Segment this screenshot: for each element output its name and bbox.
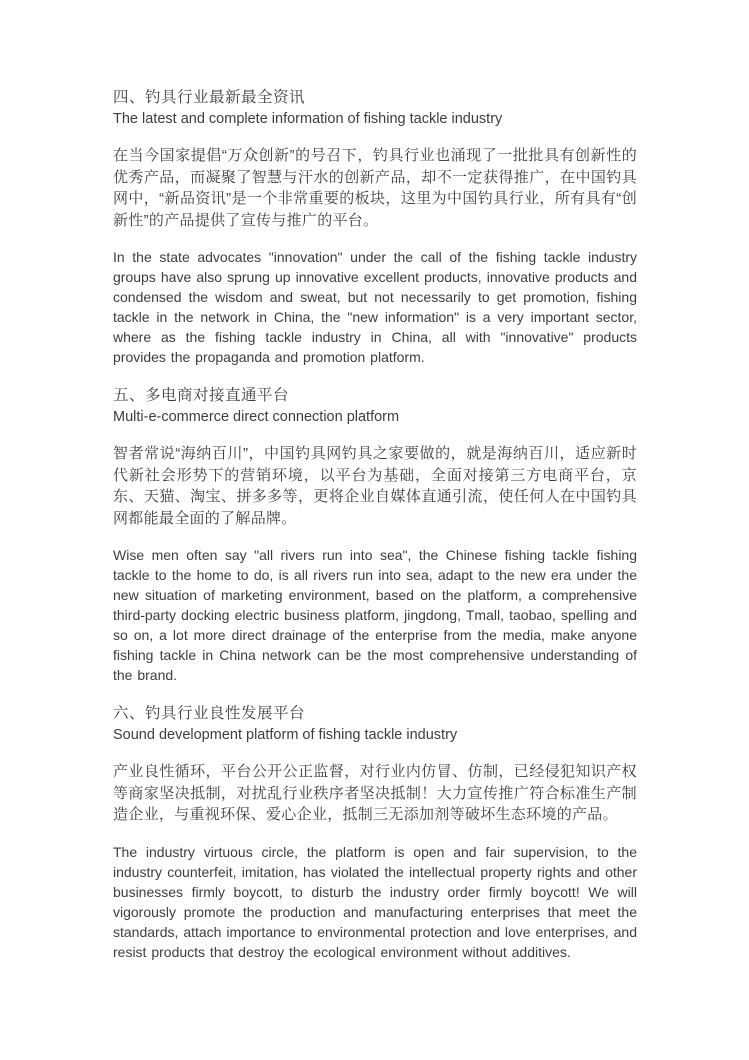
section-heading-zh: 四、钓具行业最新最全资讯: [113, 89, 306, 106]
document-content: [113, 86, 637, 962]
section-heading-zh: 六、钓具行业良性发展平台: [113, 705, 306, 722]
paragraph-en: Wise men often say "all rivers run into sea", the Chinese fishing tackle fishing tackle to the home to do, is all rivers run into sea, adapt to the new era under the new situation of marketing environment, based on the platform, a comprehensive third-party docking electric business platform, jingdong, Tmall, taobao, spelling and so on, a lot more direct drainage of the enterprise from the media, make anyone fishing tackle in China network can be the most comprehensive understanding of the brand.: [113, 547, 637, 683]
section-5-ecommerce-platform: [113, 384, 637, 685]
section-6-sound-development-platform: [113, 702, 637, 962]
paragraph-en: In the state advocates "innovation" under the call of the fishing tackle industry groups have also sprung up innovative excellent products, innovative products and condensed the wisdom and sweat, but not necessarily to get promotion, fishing tackle in the network in China, the "new information" is a very important sector, where as the fishing tackle industry in China, all with "innovative" products provides the propaganda and promotion platform.: [113, 249, 637, 365]
section-heading-zh: 五、多电商对接直通平台: [113, 387, 290, 404]
paragraph-zh: 智者常说“海纳百川”，中国钓具网钓具之家要做的，就是海纳百川，适应新时代新社会形势下的营销环境，以平台为基础，全面对接第三方电商平台，京东、天猫、淘宝、拼多多等，更将企业自媒体直通引流，使任何人在中国钓具网都能最全面的了解品牌。: [113, 445, 637, 527]
section-heading-en: Multi-e-commerce direct connection platform: [113, 409, 400, 425]
paragraph-en: The industry virtuous circle, the platform is open and fair supervision, to the industry counterfeit, imitation, has violated the intellectual property rights and other businesses firmly boycott, to disturb the industry order firmly boycott! We will vigorously promote the production and manufacturing enterprises that meet the standards, attach importance to environmental protection and love enterprises, and resist products that destroy the ecological environment without additives.: [113, 843, 637, 960]
section-4-fishing-tackle-information: [113, 86, 637, 367]
paragraph-zh: 产业良性循环，平台公开公正监督，对行业内仿冒、仿制，已经侵犯知识产权等商家坚决抵制，对扰乱行业秩序者坚决抵制！大力宣传推广符合标准生产制造企业，与重视环保、爱心企业，抵制三无添加剂等破坏生态环境的产品。: [113, 763, 637, 823]
paragraph-zh: 在当今国家提倡“万众创新”的号召下，钓具行业也涌现了一批批具有创新性的优秀产品，而凝聚了智慧与汗水的创新产品，却不一定获得推广，在中国钓具网中，“新品资讯”是一个非常重要的板块，这里为中国钓具行业，所有具有“创新性”的产品提供了宣传与推广的平台。: [113, 147, 637, 229]
section-heading-en: Sound development platform of fishing tackle industry: [113, 727, 458, 743]
section-heading-en: The latest and complete information of fishing tackle industry: [113, 111, 503, 127]
